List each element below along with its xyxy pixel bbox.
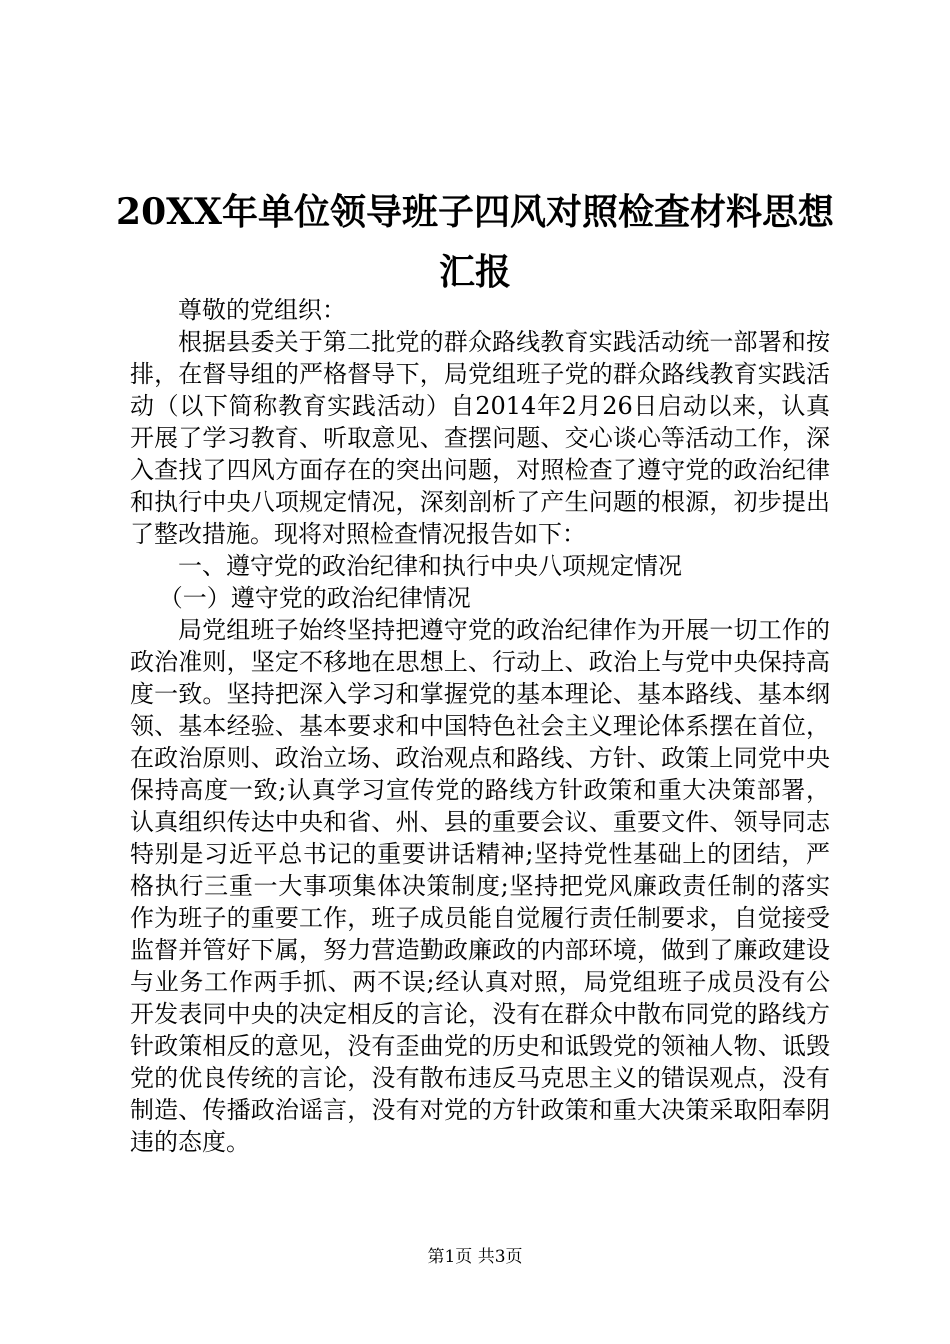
document-body [130, 294, 830, 1158]
section-heading-1: 一、遵守党的政治纪律和执行中央八项规定情况 [178, 552, 682, 580]
paragraph-intro: 根据县委关于第二批党的群众路线教育实践活动统一部署和按排，在督导组的严格督导下，局党组班子党的群众路线教育实践活动（以下简称教育实践活动）自2014年2月26日启动以来，认真开展了学习教育、听取意见、查摆问题、交心谈心等活动工作，深入查找了四风方面存在的突出问题，对照检查了遵守党的政治纪律和执行中央八项规定情况，深刻剖析了产生问题的根源，初步提出了整改措施。现将对照检查情况报告如下： [130, 328, 830, 548]
section-heading-2: （一）遵守党的政治纪律情况 [158, 584, 471, 612]
paragraph-political-discipline: 局党组班子始终坚持把遵守党的政治纪律作为开展一切工作的政治准则，坚定不移地在思想上、行动上、政治上与党中央保持高度一致。坚持把深入学习和掌握党的基本理论、基本路线、基本纲领、基本经验、基本要求和中国特色社会主义理论体系摆在首位，在政治原则、政治立场、政治观点和路线、方针、政策上同党中央保持高度一致;认真学习宣传党的路线方针政策和重大决策部署，认真组织传达中央和省、州、县的重要会议、重要文件、领导同志特别是习近平总书记的重要讲话精神;坚持党性基础上的团结，严格执行三重一大事项集体决策制度;坚持把党风廉政责任制的落实作为班子的重要工作，班子成员能自觉履行责任制要求，自觉接受监督并管好下属，努力营造勤政廉政的内部环境，做到了廉政建设与业务工作两手抓、两不误;经认真对照，局党组班子成员没有公开发表同中央的决定相反的言论，没有在群众中散布同党的路线方针政策相反的意见，没有歪曲党的历史和诋毁党的领袖人物、诋毁党的优良传统的言论，没有散布违反马克思主义的错误观点，没有制造、传播政治谣言，没有对党的方针政策和重大决策采取阳奉阴违的态度。 [130, 616, 830, 1156]
salutation: 尊敬的党组织： [178, 296, 346, 324]
page-number-footer: 第1页 共3页 [427, 1247, 523, 1267]
document-title: 20XX年单位领导班子四风对照检查材料思想汇报 [116, 191, 834, 293]
